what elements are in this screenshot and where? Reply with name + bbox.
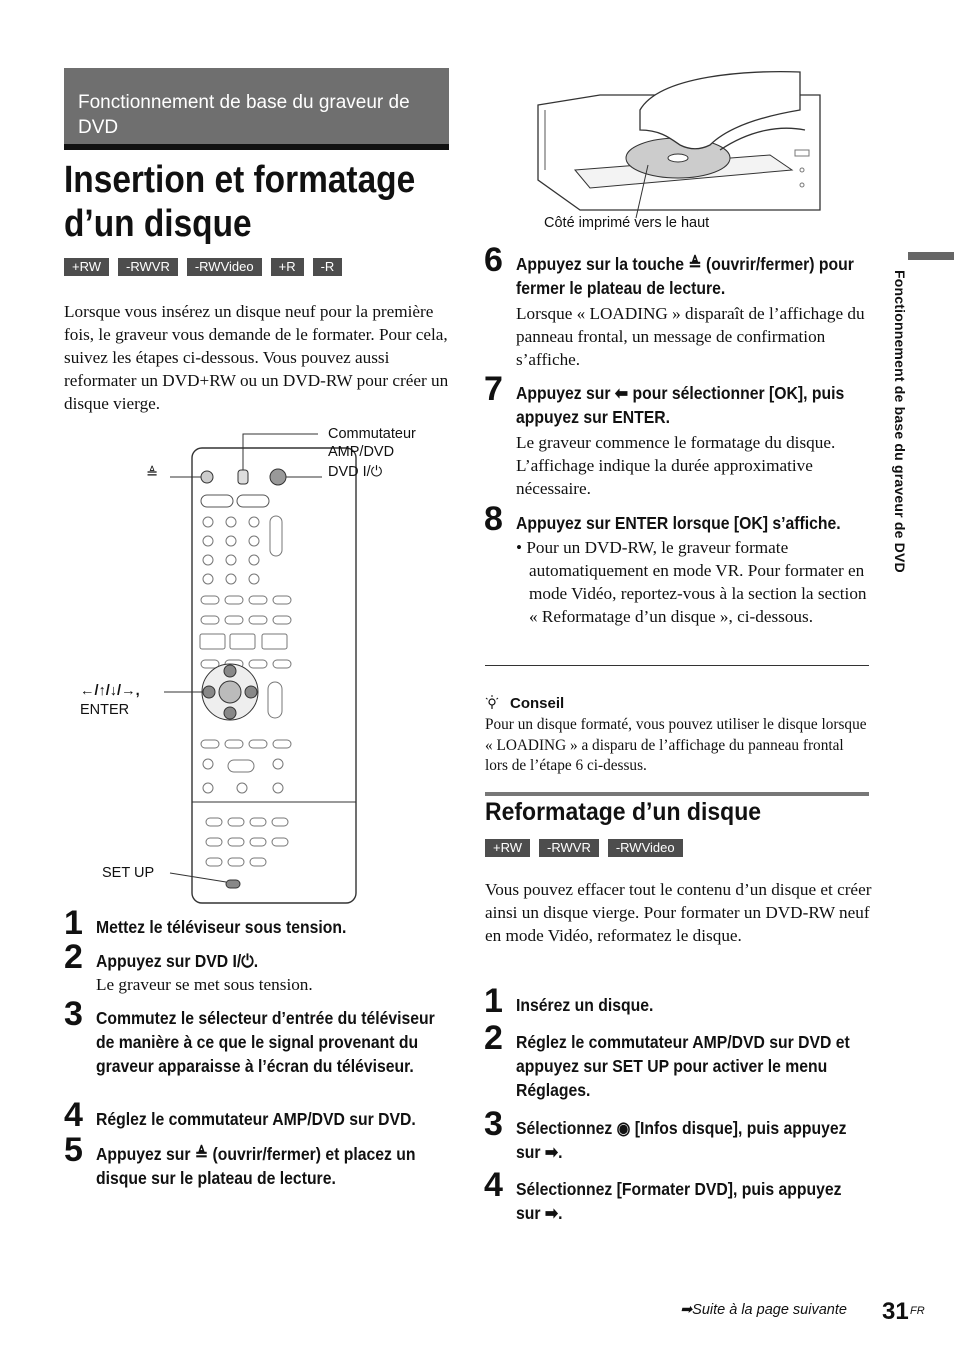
- reformat-badges: [485, 839, 683, 857]
- eject-label: ≜: [146, 466, 159, 482]
- step-2-subtext: Le graveur se met sous tension.: [96, 975, 313, 994]
- reformat-step-1-number: 1: [484, 982, 503, 1020]
- badge-plus-rw: +RW: [485, 839, 530, 857]
- badge-minus-r: -R: [313, 258, 343, 276]
- step-7-text: Appuyez sur ⬅ pour sélectionner [OK], puis appuyez sur ENTER.: [516, 383, 845, 427]
- step-2-number: 2: [64, 938, 83, 976]
- step-1-number: 1: [64, 904, 83, 942]
- step-7-number: 7: [484, 370, 503, 408]
- disc-type-badges: [64, 258, 342, 276]
- reformat-step-3-number: 3: [484, 1105, 503, 1143]
- disc-caption: Côté imprimé vers le haut: [544, 215, 710, 231]
- step-8-subtext: • Pour un DVD-RW, le graveur formate automatiquement en mode VR. Pour formater en mode Vidéo, reportez-vous à la section la section « Reformatage d’un disque », ci-dessous.: [516, 538, 867, 626]
- step-6-number: 6: [484, 241, 503, 279]
- reformat-step-2-number: 2: [484, 1019, 503, 1057]
- tip-text: Pour un disque formaté, vous pouvez utiliser le disque lorsque « LOADING » a disparu de l’affichage du panneau frontal lors de l’étape 6 ci-dessus.: [485, 716, 867, 774]
- badge-plus-r: +R: [271, 258, 304, 276]
- reformat-step-4-text: Sélectionnez [Formater DVD], puis appuyez sur ➡.: [516, 1179, 842, 1223]
- badge-minus-rw-video: -RWVideo: [608, 839, 683, 857]
- section-banner-text: Fonctionnement de base du graveur de DVD: [78, 92, 410, 138]
- side-label: [884, 270, 908, 610]
- reformat-heading: Reformatage d’un disque: [485, 798, 762, 826]
- reformat-step-4-number: 4: [484, 1166, 503, 1204]
- language-code: FR: [910, 1305, 925, 1317]
- step-5-text: Appuyez sur ≜ (ouvrir/fermer) et placez un disque sur le plateau de lecture.: [96, 1144, 416, 1188]
- divider: [485, 665, 869, 666]
- switch-label-1: Commutateur: [328, 426, 416, 442]
- badge-plus-rw: +RW: [64, 258, 109, 276]
- arrows-label: ←/↑/↓/→,: [80, 683, 140, 699]
- enter-label: ENTER: [80, 702, 130, 718]
- badge-minus-rw-vr: -RWVR: [539, 839, 599, 857]
- badge-minus-rw-vr: -RWVR: [118, 258, 178, 276]
- step-5-number: 5: [64, 1131, 83, 1169]
- step-8-text: Appuyez sur ENTER lorsque [OK] s’affiche.: [516, 513, 841, 533]
- reformat-intro: Vous pouvez effacer tout le contenu d’un disque et créer ainsi un disque vierge. Pour formater un DVD-RW neuf en mode Vidéo, reformatez le disque.: [485, 880, 872, 945]
- step-6-text: Appuyez sur la touche ≜ (ouvrir/fermer) pour fermer le plateau de lecture.: [516, 254, 854, 298]
- step-6-subtext: Lorsque « LOADING » disparaît de l’affichage du panneau frontal, un message de confirmation s’affiche.: [516, 304, 865, 369]
- continue-note: ➡Suite à la page suivante: [680, 1302, 847, 1318]
- reformat-rule: [485, 792, 869, 796]
- intro-paragraph: Lorsque vous insérez un disque neuf pour la première fois, le graveur vous demande de le formater. Pour cela, suivez les étapes ci-dessous. Vous pouvez aussi reformater un DVD+RW ou un DVD-RW pour créer un disque vierge.: [64, 302, 449, 413]
- step-3-text: Commutez le sélecteur d’entrée du téléviseur de manière à ce que le signal provenant du graveur apparaisse à l’écran du téléviseur.: [96, 1008, 435, 1076]
- lightbulb-icon: [484, 695, 500, 711]
- page-title: Insertion et formatage d’un disque: [64, 159, 416, 245]
- badge-minus-rw-video: -RWVideo: [187, 258, 262, 276]
- step-8-number: 8: [484, 500, 503, 538]
- reformat-step-1-text: Insérez un disque.: [516, 995, 654, 1015]
- step-3-number: 3: [64, 995, 83, 1033]
- step-1-text: Mettez le téléviseur sous tension.: [96, 917, 347, 937]
- switch-label-3: DVD I/⏻: [328, 464, 383, 480]
- side-tab-marker: [908, 252, 954, 260]
- step-2-text: Appuyez sur DVD I/⏻.: [96, 951, 259, 971]
- section-banner: [64, 68, 449, 150]
- remote-control-illustration: [60, 420, 460, 905]
- step-4-text: Réglez le commutateur AMP/DVD sur DVD.: [96, 1109, 416, 1129]
- step-7-subtext: Le graveur commence le formatage du disque. L’affichage indique la durée approximative nécessaire.: [516, 433, 836, 498]
- page-number: 31: [882, 1298, 909, 1325]
- side-label-text: Fonctionnement de base du graveur de DVD: [892, 270, 908, 573]
- dvd-tray-illustration: [530, 70, 825, 220]
- step-4-number: 4: [64, 1096, 83, 1134]
- setup-label: SET UP: [102, 865, 155, 881]
- switch-label-2: AMP/DVD: [328, 444, 395, 460]
- reformat-step-2-text: Réglez le commutateur AMP/DVD sur DVD et appuyez sur SET UP pour activer le menu Réglages.: [516, 1032, 850, 1100]
- reformat-step-3-text: Sélectionnez ◉ [Infos disque], puis appuyez sur ➡.: [516, 1118, 847, 1162]
- tip-title: Conseil: [510, 695, 565, 712]
